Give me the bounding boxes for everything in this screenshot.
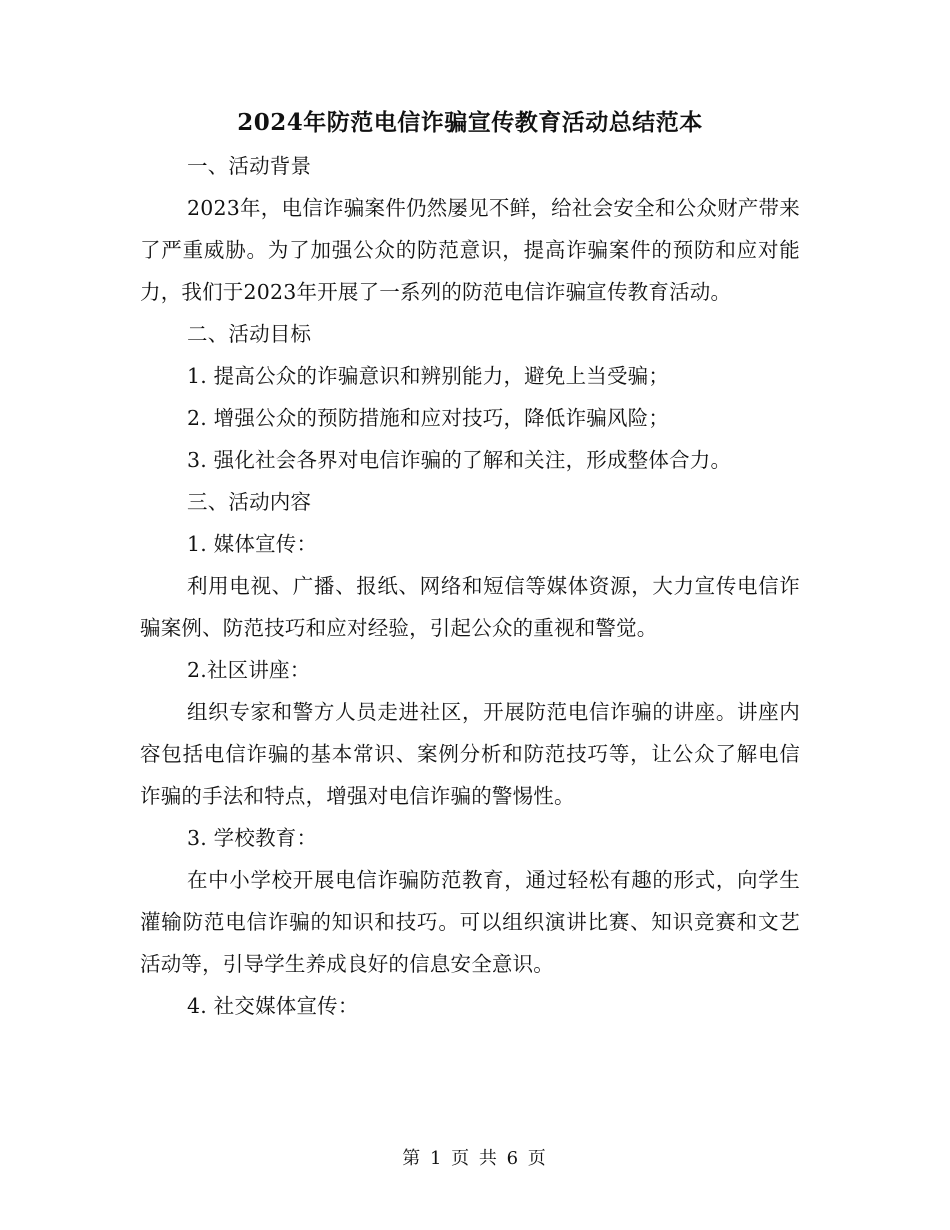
goal-item-2: 2. 增强公众的预防措施和应对技巧，降低诈骗风险；	[187, 406, 670, 430]
page-number: 第 1 页 共 6 页	[402, 1148, 548, 1169]
goal-item-1: 1. 提高公众的诈骗意识和辨别能力，避免上当受骗；	[187, 364, 670, 388]
document-body	[140, 101, 800, 1027]
section-heading-goals: 二、活动目标	[187, 322, 312, 346]
goal-item-3: 3. 强化社会各界对电信诈骗的了解和关注，形成整体合力。	[187, 448, 732, 472]
paragraph-community: 组织专家和警方人员走进社区，开展防范电信诈骗的讲座。讲座内容包括电信诈骗的基本常识、案例分析和防范技巧等，让公众了解电信诈骗的手法和特点，增强对电信诈骗的警惕性。	[140, 700, 800, 808]
content-heading-media: 1. 媒体宣传：	[187, 532, 318, 556]
section-heading-content: 三、活动内容	[187, 490, 312, 514]
content-heading-community: 2.社区讲座：	[187, 658, 311, 682]
paragraph-media: 利用电视、广播、报纸、网络和短信等媒体资源，大力宣传电信诈骗案例、防范技巧和应对经验，引起公众的重视和警觉。	[140, 574, 800, 640]
paragraph-background: 2023年，电信诈骗案件仍然屡见不鲜，给社会安全和公众财产带来了严重威胁。为了加强公众的防范意识，提高诈骗案件的预防和应对能力，我们于2023年开展了一系列的防范电信诈骗宣传教育活动。	[140, 196, 800, 304]
content-heading-school: 3. 学校教育：	[187, 826, 318, 850]
document-title: 2024年防范电信诈骗宣传教育活动总结范本	[237, 109, 703, 136]
section-heading-background: 一、活动背景	[187, 154, 312, 178]
content-heading-social-media: 4. 社交媒体宣传：	[187, 994, 359, 1018]
paragraph-school: 在中小学校开展电信诈骗防范教育，通过轻松有趣的形式，向学生灌输防范电信诈骗的知识和技巧。可以组织演讲比赛、知识竞赛和文艺活动等，引导学生养成良好的信息安全意识。	[140, 868, 800, 976]
